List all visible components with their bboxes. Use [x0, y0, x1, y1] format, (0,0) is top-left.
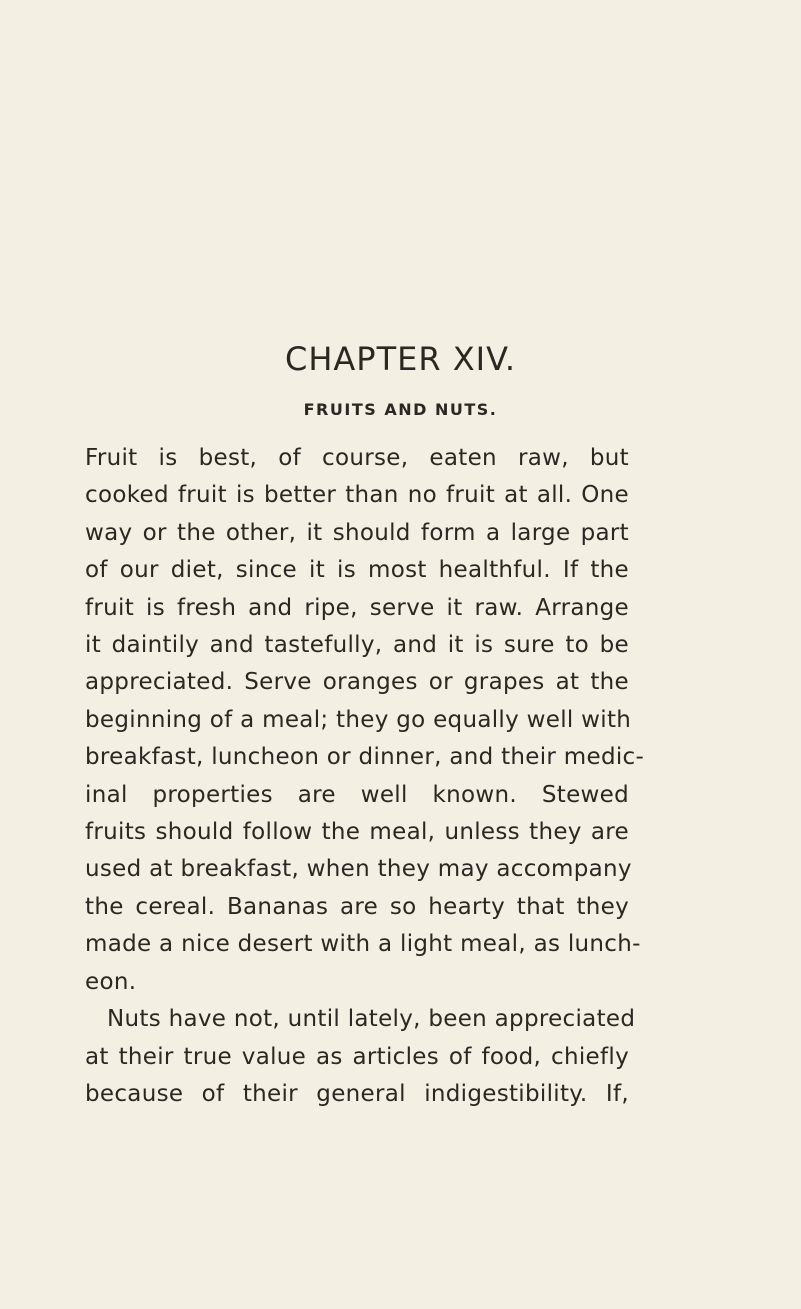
text-line: Fruit is best, of course, eaten raw, but: [85, 445, 629, 471]
text-line: inal properties are well known. Stewed: [85, 781, 629, 808]
text-line: it daintily and tastefully, and it is sure to be: [85, 632, 629, 659]
text-line: the cereal. Bananas are so hearty that they: [85, 893, 629, 920]
text-line: made a nice desert with a light meal, as lunch-: [85, 931, 641, 958]
body-text: [85, 440, 645, 1113]
text-line: fruit is fresh and ripe, serve it raw. Arrange: [85, 594, 629, 621]
text-line: way or the other, it should form a large part: [85, 519, 629, 546]
paragraph-nuts: [85, 1001, 636, 1113]
text-line: Nuts have not, until lately, been appreciated: [107, 1006, 636, 1033]
text-line: beginning of a meal; they go equally well with: [85, 706, 632, 733]
text-line: of our diet, since it is most healthful. If the: [85, 557, 629, 584]
text-line: eon.: [85, 968, 137, 995]
text-line: used at breakfast, when they may accompany: [85, 856, 632, 883]
paragraph-fruit: [85, 440, 645, 1001]
text-line: because of their general indigestibility. If,: [85, 1080, 629, 1107]
text-line: breakfast, luncheon or dinner, and their medic-: [85, 744, 645, 771]
text-line: fruits should follow the meal, unless they are: [85, 819, 629, 846]
text-line: at their true value as articles of food, chiefly: [85, 1043, 629, 1070]
text-line: appreciated. Serve oranges or grapes at the: [85, 669, 629, 696]
chapter-title: CHAPTER XIV.: [284, 340, 517, 378]
text-line: cooked fruit is better than no fruit at all. One: [85, 482, 629, 509]
chapter-subtitle: FRUITS AND NUTS.: [303, 400, 498, 419]
